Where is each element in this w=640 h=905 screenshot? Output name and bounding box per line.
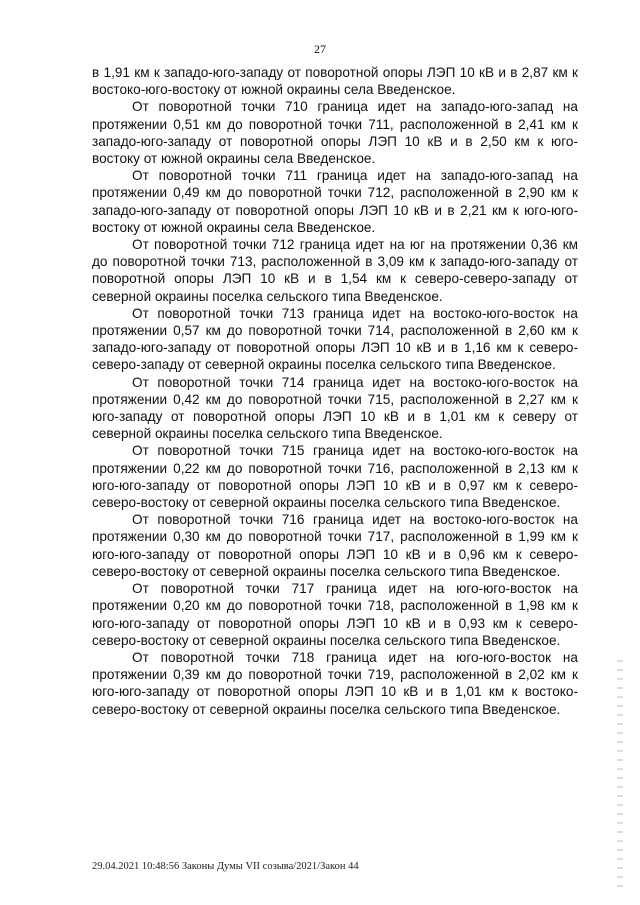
paragraph: От поворотной точки 715 граница идет на востоко-юго-восток на протяжении 0,22 км до поворотной точки 716, расположенной в 2,13 км к юго-юго-западу от поворотной опоры ЛЭП 10 кВ и в 0,97 км к северо-северо-востоку от северной окраины поселка сельского типа Введенское.: [92, 443, 578, 511]
scan-margin-marks: [617, 660, 623, 890]
paragraph: От поворотной точки 710 граница идет на западо-юго-запад на протяжении 0,51 км до поворотной точки 711, расположенной в 2,41 км к западо-юго-западу от поворотной опоры ЛЭП 10 кВ и в 2,50 км к юго-востоку от южной окраины села Введенское.: [92, 99, 578, 167]
paragraph: От поворотной точки 716 граница идет на востоко-юго-восток на протяжении 0,30 км до поворотной точки 717, расположенной в 1,99 км к юго-юго-западу от поворотной опоры ЛЭП 10 кВ и в 0,96 км к северо-северо-востоку от северной окраины поселка сельского типа Введенское.: [92, 512, 578, 579]
document-body: [92, 64, 578, 718]
page-number: 27: [314, 42, 326, 56]
paragraph: От поворотной точки 718 граница идет на юго-юго-восток на протяжении 0,39 км до поворотной точки 719, расположенной в 2,02 км к юго-юго-западу от поворотной опоры ЛЭП 10 кВ и в 1,01 км к востоко-северо-востоку от северной окраины поселка сельского типа Введенское.: [92, 649, 578, 717]
paragraph: От поворотной точки 717 граница идет на юго-юго-восток на протяжении 0,20 км до поворотной точки 718, расположенной в 1,98 км к юго-юго-западу от поворотной опоры ЛЭП 10 кВ и в 0,93 км к северо-северо-востоку от северной окраины поселка сельского типа Введенское.: [92, 581, 578, 648]
paragraph: От поворотной точки 714 граница идет на востоко-юго-восток на протяжении 0,42 км до поворотной точки 715, расположенной в 2,27 км к юго-западу от поворотной опоры ЛЭП 10 кВ и в 1,01 км к северу от северной окраины поселка сельского типа Введенское.: [92, 374, 578, 442]
paragraph: в 1,91 км к западо-юго-западу от поворотной опоры ЛЭП 10 кВ и в 2,87 км к востоко-юго-востоку от южной окраины села Введенское.: [92, 65, 578, 98]
paragraph: От поворотной точки 712 граница идет на юг на протяжении 0,36 км до поворотной точки 713, расположенной в 3,09 км к западо-юго-западу от поворотной опоры ЛЭП 10 кВ и в 1,54 км к северо-северо-западу от северной окраины поселка сельского типа Введенское.: [92, 237, 578, 304]
paragraph: От поворотной точки 713 граница идет на востоко-юго-восток на протяжении 0,57 км до поворотной точки 714, расположенной в 2,60 км к западо-юго-западу от поворотной опоры ЛЭП 10 кВ и в 1,16 км к северо-северо-западу от северной окраины поселка сельского типа Введенское.: [92, 305, 578, 373]
footer-document-stamp: 29.04.2021 10:48:56 Законы Думы VII созыва/2021/Закон 44: [92, 861, 359, 872]
paragraph: От поворотной точки 711 граница идет на западо-юго-запад на протяжении 0,49 км до поворотной точки 712, расположенной в 2,90 км к западо-юго-западу от поворотной опоры ЛЭП 10 кВ и в 2,21 км к юго-юго-востоку от южной окраины села Введенское.: [92, 168, 578, 235]
